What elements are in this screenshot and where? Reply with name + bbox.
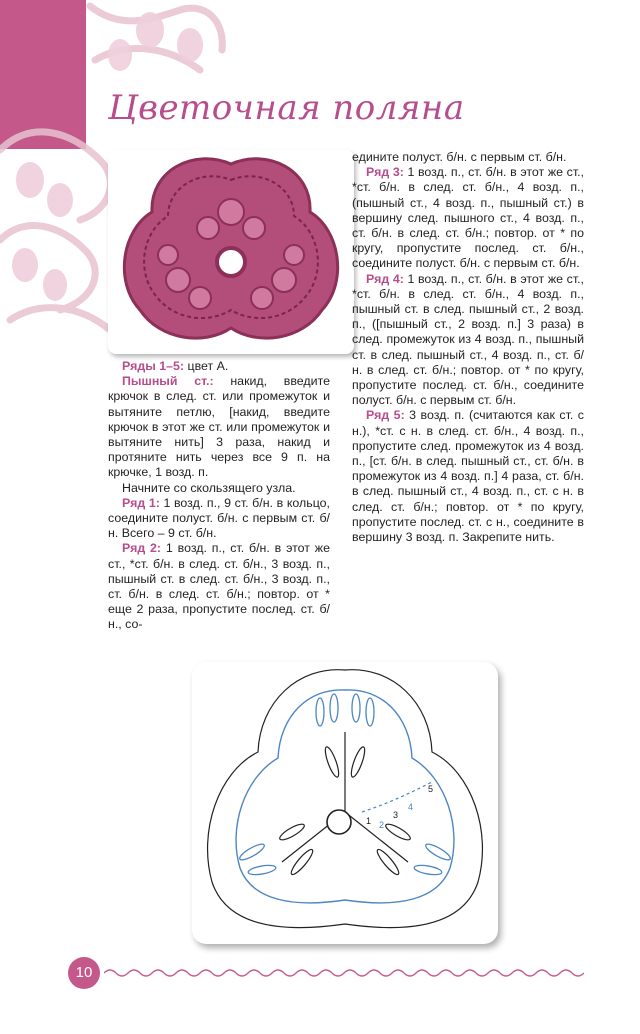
row-label-5: 5 [428,784,434,794]
decorative-wave-line [104,965,584,981]
row-label-4: 4 [408,802,414,812]
row-2-instructions: Ряд 2: 1 возд. п., ст. б/н. в этот же ст., *ст. б/н. в след. ст. б/н., 3 возд. п., пышный ст. в след. ст. б/н., 3 возд. п., ст. б/н. в след. ст. б/н.; повтор. от * еще 2 раза, пропустите послед. ст. б/н., со- [108,541,330,632]
start-note: Начните со скользящего узла. [122,480,296,495]
page-title: Цветочная поляна [108,88,465,128]
row-3-instructions: Ряд 3: 1 возд. п., ст. б/н. в этот же ст., *ст. б/н. в след. ст. б/н., 4 возд. п., (пышный ст., 4 возд. п., пышный ст.) в вершину след. пышного ст., 4 возд. п., ст. б/н. в след. ст. б/н.; повтор. от * по кругу, пропустите послед. ст. б/н., соедините полуст. б/н. с первым ст. б/н. [352,165,585,271]
instructions-left-column [108,359,330,633]
crochet-chart-diagram [192,662,498,944]
instructions-right-column [352,150,584,545]
row-label-3: 3 [393,810,399,820]
row-label-2: 2 [379,820,385,830]
row-1-instructions: Ряд 1: 1 возд. п., 9 ст. б/н. в кольцо, соедините полуст. б/н. с первым ст. б/н. Всего – 9 ст. б/н. [108,495,330,541]
motif-photo [108,150,354,354]
row-label-1: 1 [366,816,372,826]
rows-color-paragraph: Ряды 1–5: цвет А. [122,359,229,373]
row-5-instructions: Ряд 5: 3 возд. п. (считаются как ст. с н.), *ст. с н. в след. ст. б/н., 4 возд. п., пропустите след. промежуток из 4 возд. п., [ст. б/н. в след. пышный ст., ст. б/н. в промежуток из 4 возд. п.] 4 раза, ст. б/н. в след. пышный ст., 4 возд. п., ст. с н. в след. ст. б/н.; повтор. от * по кругу, пропустите послед. ст. с н., соедините в вершину 3 возд. п. Закрепите нить. [352,408,584,545]
row-2-continuation: едините полуст. б/н. с первым ст. б/н. [352,150,567,164]
puff-stitch-definition: Пышный ст.: накид, введите крючок в след. ст. или промежуток и вытяните петлю, [накид, введите крючок в этот же ст. или промежуток и вытяните нить] 3 раза, накид и протяните нить через все 9 п. на крючке, 1 возд. п. [108,374,330,480]
page-number-badge: 10 [68,957,100,989]
row-4-instructions: Ряд 4: 1 возд. п., ст. б/н. в этот же ст., *ст. б/н. в след. ст. б/н., 4 возд. п., пышный ст. в след. пышный ст., 2 возд. п., ([пышный ст., 2 возд. п.] 3 раза) в след. промежуток из 4 возд. п., пышный ст. в след. пышный ст., 4 возд. п., ст. б/н. в след. ст. б/н.; повтор. от * по кругу, пропустите послед. ст. б/н., соедините полуст. б/н. с первым ст. б/н. [352,271,585,408]
